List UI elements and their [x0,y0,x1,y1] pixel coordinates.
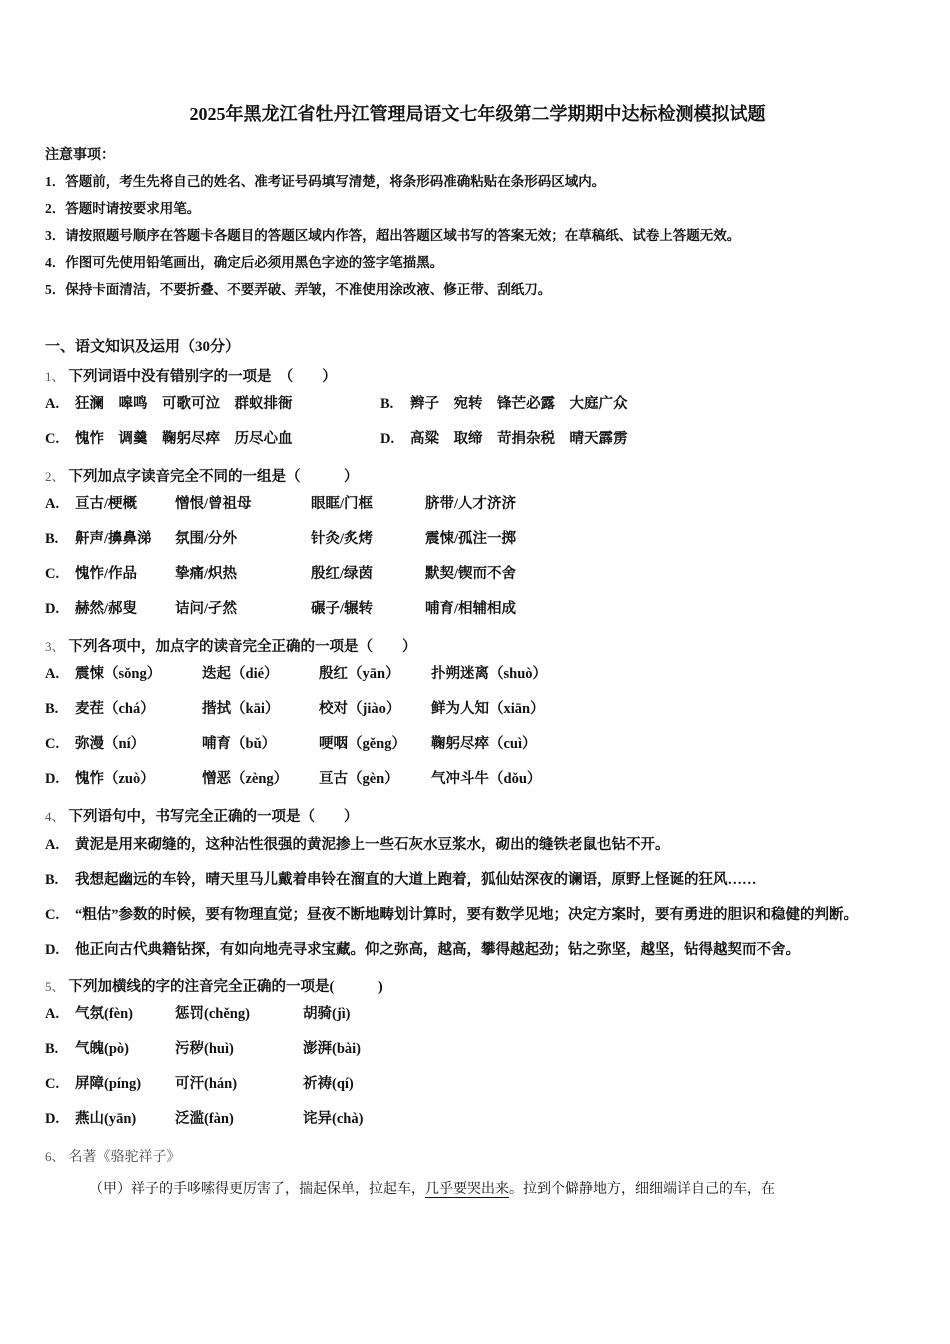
option-row [45,902,910,928]
option-item: 殷红（yān） [319,666,400,682]
option-label: D. [45,771,60,787]
option-item: 针灸/炙烤 [311,531,374,547]
option-row [45,527,910,551]
option-label: A. [45,666,60,682]
option-label: D. [45,1111,60,1127]
question-stem-row [45,972,910,1002]
section-heading: 一、语文知识及运用（30分） [45,339,241,355]
question-number: 4、 [45,809,65,824]
option-row [45,767,910,791]
option-item: 惩罚(chěng) [175,1006,250,1022]
notice-item: 2．答题时请按要求用笔。 [45,201,201,216]
option-item: 诘问/孑然 [175,601,238,617]
excerpt-text-before: （甲）祥子的手哆嗦得更厉害了，揣起保单，拉起车， [89,1182,425,1197]
notice-item: 1．答题前，考生先将自己的姓名、准考证号码填写清楚，将条形码准确粘贴在条形码区域内。 [45,174,606,189]
question-number: 1、 [45,369,65,384]
notice-item: 5．保持卡面清洁，不要折叠、不要弄破、弄皱，不准使用涂改液、修正带、刮纸刀。 [45,282,552,297]
option-row [45,492,910,516]
option-item: 脐带/人才济济 [425,496,517,512]
option-text: 我想起幽远的车铃，晴天里马儿戴着串铃在溜直的大道上跑着，狐仙姑深夜的谰语，原野上怪诞的狂风…… [75,872,757,888]
option-label: D. [380,431,395,447]
notice-section [45,144,910,303]
option-item: 默契/锲而不舍 [425,566,517,582]
question-stem-row [45,462,910,492]
option-item: 亘古/梗概 [75,496,138,512]
option-label: C. [45,566,60,582]
option-item: 哺育/相辅相成 [425,601,517,617]
option-item: 麦茬（chá） [75,701,155,717]
question-5 [45,972,910,1131]
option-item: 燕山(yān) [75,1111,137,1127]
option-item: 泛滥(fàn) [175,1111,234,1127]
excerpt-text-after: 。拉到个僻静地方，细细端详自己的车，在 [509,1182,775,1197]
option-label: A. [45,837,60,853]
option-label: C. [45,431,60,447]
question-stem: 名著《骆驼祥子》 [68,1150,181,1165]
option-row [45,1107,910,1131]
option-item: 屏障(píng) [75,1076,142,1092]
page-title: 2025年黑龙江省牡丹江管理局语文七年级第二学期期中达标检测模拟试题 [189,104,766,124]
option-item: 氛围/分外 [175,531,238,547]
question-number: 5、 [45,979,65,994]
option-item: 揩拭（kāi） [202,701,280,717]
option-row [45,1002,910,1026]
option-label: D. [45,942,60,958]
option-item: 可汗(hán) [175,1076,238,1092]
question-6 [45,1142,910,1203]
question-4 [45,802,910,963]
option-label: B. [45,872,59,888]
option-item: 气魄(pò) [75,1041,129,1057]
option-label: B. [45,701,59,717]
option-item: 殷红/绿茵 [311,566,374,582]
option-text: 愧怍 调羹 鞠躬尽瘁 历尽心血 [75,431,293,447]
question-stem-row [45,1142,910,1173]
option-row [45,937,910,963]
question-stem: 下列加点字读音完全不同的一组是（ ） [68,469,359,485]
option-item: 哽咽（gěng） [319,736,406,752]
question-number: 6、 [45,1149,65,1164]
option-item: 气冲斗牛（dǒu） [431,771,542,787]
option-item: 愧怍/作品 [75,566,138,582]
option-item: 鼾声/擤鼻涕 [75,531,152,547]
option-text: 狂澜 嗥鸣 可歌可泣 群蚁排衙 [75,396,293,412]
option-item: 鲜为人知（xiān） [431,701,545,717]
option-item: 诧异(chà) [303,1111,364,1127]
option-item: 哺育（bǔ） [202,736,277,752]
option-label: B. [380,396,394,412]
option-item: 胡骑(jì) [303,1006,351,1022]
option-row [45,662,910,686]
question-1 [45,362,910,451]
option-item: 赫然/郝叟 [75,601,138,617]
excerpt-underlined-text: 几乎要哭出来 [425,1182,509,1197]
question-stem: 下列各项中，加点字的读音完全正确的一项是（ ） [68,639,417,655]
question-2 [45,462,910,621]
question-stem: 下列语句中，书写完全正确的一项是（ ） [68,809,359,825]
option-item: 弥漫（ní） [75,736,146,752]
option-label: B. [45,1041,59,1057]
option-label: B. [45,531,59,547]
option-text: 他正向古代典籍钻探，有如向地壳寻求宝藏。仰之弥高，越高，攀得越起劲；钻之弥坚，越坚，钻得越契而不舍。 [75,942,800,958]
option-item: 震悚（sǒng） [75,666,162,682]
option-item: 憎恨/曾祖母 [175,496,252,512]
option-row [45,562,910,586]
option-label: A. [45,1006,60,1022]
option-item: 亘古（gèn） [319,771,399,787]
option-label: C. [45,1076,60,1092]
option-row [45,867,910,893]
option-row [45,732,910,756]
option-text: 黄泥是用来砌缝的，这种沾性很强的黄泥掺上一些石灰水豆浆水，砌出的缝铁老鼠也钻不开。 [75,837,670,853]
option-item: 扑朔迷离（shuò） [431,666,548,682]
option-item: 眼眶/门框 [311,496,374,512]
option-row [45,597,910,621]
option-label: A. [45,396,60,412]
option-text: 高粱 取缔 苛捐杂税 晴天霹雳 [410,431,628,447]
option-item: 憎恶（zèng） [202,771,289,787]
option-item: 迭起（dié） [202,666,279,682]
option-label: A. [45,496,60,512]
option-row [45,697,910,721]
option-item: 校对（jiào） [319,701,401,717]
option-item: 碾子/辗转 [311,601,374,617]
option-text: “粗估”参数的时候，要有物理直觉；昼夜不断地畴划计算时，要有数学见地；决定方案时，要有勇进的胆识和稳健的判断。 [75,907,858,923]
notice-item: 4．作图可先使用铅笔画出，确定后必须用黑色字迹的签字笔描黑。 [45,255,444,270]
question-stem: 下列加横线的字的注音完全正确的一项是( ) [68,979,383,995]
question-stem-row [45,362,910,392]
notice-heading: 注意事项： [45,148,115,163]
option-item: 污秽(huì) [175,1041,234,1057]
option-item: 祈祷(qí) [303,1076,354,1092]
option-row [45,832,910,858]
option-label: D. [45,601,60,617]
option-item: 挚痛/炽热 [175,566,238,582]
option-item: 鞠躬尽瘁（cuì） [431,736,537,752]
option-label: C. [45,736,60,752]
novel-excerpt [45,1177,910,1203]
option-item: 澎湃(bài) [303,1041,361,1057]
option-item: 愧怍（zuò） [75,771,155,787]
question-stem: 下列词语中没有错别字的一项是 （ ） [68,369,337,385]
option-item: 气氛(fèn) [75,1006,133,1022]
notice-item: 3．请按照题号顺序在答题卡各题目的答题区域内作答，超出答题区域书写的答案无效；在草稿纸、试卷上答题无效。 [45,228,741,243]
question-3 [45,632,910,791]
option-item: 震悚/孤注一掷 [425,531,517,547]
option-row [45,427,910,451]
option-label: C. [45,907,60,923]
question-stem-row [45,802,910,832]
option-text: 辫子 宛转 锋芒必露 大庭广众 [410,396,628,412]
option-row [45,392,910,416]
question-number: 2、 [45,469,65,484]
question-stem-row [45,632,910,662]
question-number: 3、 [45,639,65,654]
option-row [45,1072,910,1096]
option-row [45,1037,910,1061]
